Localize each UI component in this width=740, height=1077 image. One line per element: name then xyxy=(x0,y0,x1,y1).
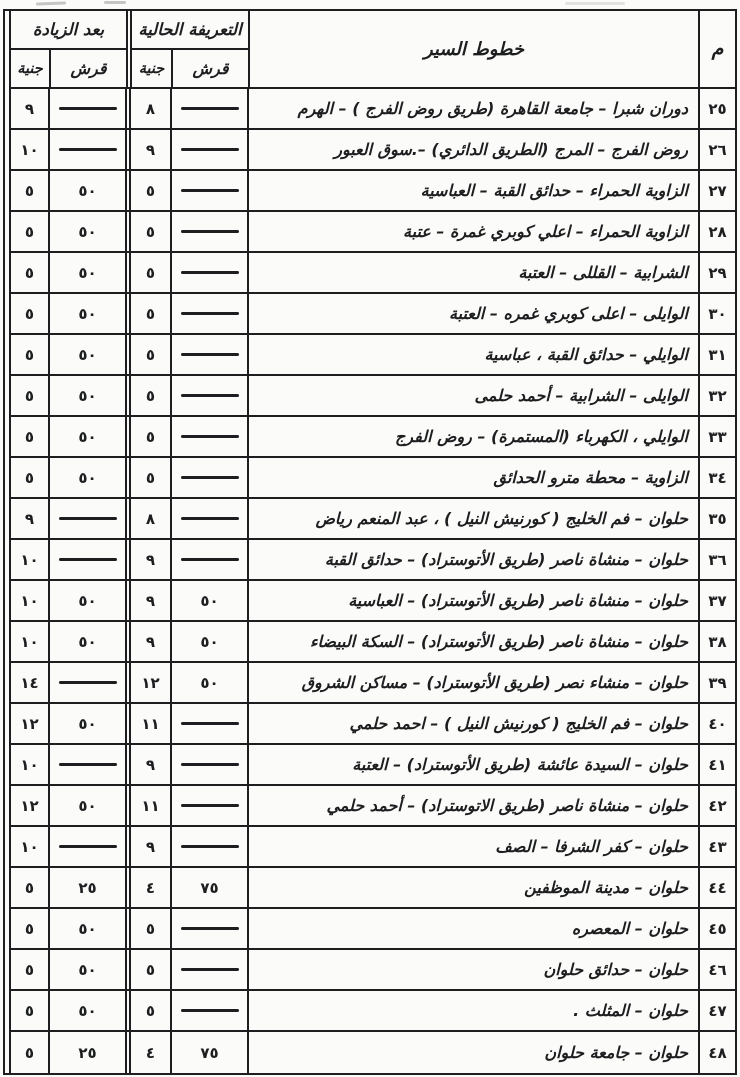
cell-after-piasters: ٢٥ xyxy=(48,868,125,907)
header-group-after-increase xyxy=(9,11,126,87)
cell-current-piasters: ٥٠ xyxy=(170,581,247,620)
dash-mark xyxy=(181,189,239,192)
table-row xyxy=(9,376,735,417)
cell-route-description: حلوان – حدائق حلوان xyxy=(247,950,698,989)
cell-after-pounds: ١٠ xyxy=(9,827,48,866)
cell-row-number: ٣٢ xyxy=(698,376,735,415)
cell-current-pounds: ٥ xyxy=(145,919,156,938)
cell-after-pounds: ٥ xyxy=(9,950,48,989)
table-half-divider xyxy=(125,417,131,456)
cell-after-piasters xyxy=(48,745,125,784)
cell-route-description: الشرابية – القللى – العتبة xyxy=(247,253,698,292)
dash-mark xyxy=(181,394,239,397)
header-current-tariff-title: التعريفة الحالية xyxy=(132,11,248,50)
table-row xyxy=(9,663,735,704)
cell-current-pounds: ١١ xyxy=(141,796,160,815)
dash-mark xyxy=(181,1009,239,1012)
table-half-divider xyxy=(125,253,131,292)
fare-table xyxy=(3,9,737,1075)
cell-current-pounds: ٩ xyxy=(145,837,156,856)
cell-route-description: الزاوية الحمراء – اعلي كوبري غمرة – عتبة xyxy=(247,212,698,251)
cell-row-number: ٢٨ xyxy=(698,212,735,251)
cell-row-number: ٣١ xyxy=(698,335,735,374)
cell-after-piasters: ٥٠ xyxy=(48,786,125,825)
cell-after-pounds: ١٠ xyxy=(9,622,48,661)
cell-route-description: حلوان – المثلث . xyxy=(247,991,698,1030)
cell-after-pounds: ١٠ xyxy=(9,745,48,784)
table-row xyxy=(9,540,735,581)
cell-current-piasters xyxy=(170,991,247,1030)
header-after-piasters: قرش xyxy=(49,50,126,87)
cell-current-pounds: ٩ xyxy=(145,755,156,774)
dash-mark xyxy=(181,763,239,766)
cell-current-piasters xyxy=(170,458,247,497)
table-row xyxy=(9,909,735,950)
header-after-increase-title: بعد الزيادة xyxy=(11,11,126,50)
cell-after-piasters xyxy=(48,130,125,169)
cell-current-piasters xyxy=(170,950,247,989)
cell-row-number: ٣٩ xyxy=(698,663,735,702)
cell-route-description: حلوان – فم الخليج ( كورنيش النيل ) – احمد حلمي xyxy=(247,704,698,743)
cell-current-pounds: ٤ xyxy=(145,1043,156,1062)
dash-mark xyxy=(59,148,117,151)
cell-after-pounds: ١٠ xyxy=(9,581,48,620)
table-row xyxy=(9,581,735,622)
cell-row-number: ٢٧ xyxy=(698,171,735,210)
cell-route-description: حلوان – كفر الشرفا – الصف xyxy=(247,827,698,866)
dash-mark xyxy=(59,558,117,561)
header-current-subrow xyxy=(132,50,248,87)
table-half-divider xyxy=(125,458,131,497)
cell-current-piasters: ٥٠ xyxy=(170,622,247,661)
table-half-divider xyxy=(125,991,131,1030)
cell-current-pounds: ١٢ xyxy=(141,673,160,692)
header-current-piasters: قرش xyxy=(171,50,248,87)
cell-after-pounds: ٥ xyxy=(9,212,48,251)
cell-route-description: حلوان – المعصره xyxy=(247,909,698,948)
table-row xyxy=(9,704,735,745)
header-serial: م xyxy=(698,11,735,87)
dash-mark xyxy=(59,763,117,766)
cell-row-number: ٤٤ xyxy=(698,868,735,907)
table-half-divider xyxy=(125,1032,131,1073)
cell-row-number: ٣٠ xyxy=(698,294,735,333)
cell-after-piasters: ٥٠ xyxy=(48,581,125,620)
cell-after-piasters: ٥٠ xyxy=(48,622,125,661)
cell-current-pounds: ٩ xyxy=(145,140,156,159)
cell-after-piasters: ٥٠ xyxy=(48,417,125,456)
cell-after-piasters: ٥٠ xyxy=(48,950,125,989)
cell-current-piasters xyxy=(170,827,247,866)
cell-after-pounds: ٩ xyxy=(9,499,48,538)
cell-current-pounds: ٥ xyxy=(145,181,156,200)
cell-after-pounds: ٥ xyxy=(9,253,48,292)
cell-after-pounds: ٥ xyxy=(9,1032,48,1073)
table-half-divider xyxy=(125,540,131,579)
cell-route-description: حلوان – منشاة ناصر (طريق الأتوستراد) – حدائق القبة xyxy=(247,540,698,579)
cell-after-pounds: ٥ xyxy=(9,991,48,1030)
dash-mark xyxy=(181,517,239,520)
cell-current-piasters: ٥٠ xyxy=(170,663,247,702)
table-half-divider xyxy=(125,622,131,661)
cell-current-piasters xyxy=(170,89,247,128)
dash-mark xyxy=(59,517,117,520)
cell-current-pounds: ٥ xyxy=(145,304,156,323)
table-row xyxy=(9,253,735,294)
dash-mark xyxy=(181,107,239,110)
scan-artifact xyxy=(104,1,126,4)
cell-current-pounds: ٥ xyxy=(145,468,156,487)
table-row xyxy=(9,950,735,991)
table-row xyxy=(9,171,735,212)
table-half-divider xyxy=(126,11,132,87)
cell-row-number: ٣٥ xyxy=(698,499,735,538)
cell-route-description: حلوان – السيدة عائشة (طريق الأتوستراد) – العتبة xyxy=(247,745,698,784)
cell-after-piasters: ٥٠ xyxy=(48,991,125,1030)
table-row xyxy=(9,745,735,786)
cell-after-pounds: ٥ xyxy=(9,458,48,497)
cell-current-piasters xyxy=(170,909,247,948)
table-row xyxy=(9,130,735,171)
dash-mark xyxy=(181,435,239,438)
cell-current-pounds: ٥ xyxy=(145,386,156,405)
cell-current-pounds: ٥ xyxy=(145,263,156,282)
cell-current-piasters xyxy=(170,171,247,210)
dash-mark xyxy=(181,968,239,971)
cell-current-pounds: ٥ xyxy=(145,427,156,446)
dash-mark xyxy=(181,927,239,930)
table-half-divider xyxy=(125,745,131,784)
table-row xyxy=(9,417,735,458)
dash-mark xyxy=(59,681,117,684)
cell-after-piasters: ٥٠ xyxy=(48,909,125,948)
table-half-divider xyxy=(125,868,131,907)
table-half-divider xyxy=(125,130,131,169)
table-half-divider xyxy=(125,909,131,948)
cell-after-pounds: ٥ xyxy=(9,868,48,907)
cell-after-piasters: ٥٠ xyxy=(48,171,125,210)
dash-mark xyxy=(181,804,239,807)
cell-route-description: حلوان – منشاة ناصر (طريق الاتوستراد) – أحمد حلمي xyxy=(247,786,698,825)
cell-current-piasters xyxy=(170,130,247,169)
cell-route-description: حلوان – فم الخليج ( كورنيش النيل ) ، عبد المنعم رياض xyxy=(247,499,698,538)
cell-after-pounds: ١٢ xyxy=(9,786,48,825)
cell-after-piasters: ٥٠ xyxy=(48,253,125,292)
cell-current-pounds: ٥ xyxy=(145,1001,156,1020)
dash-mark xyxy=(59,107,117,110)
cell-route-description: حلوان – منشاء نصر (طريق الأتوستراد) – مساكن الشروق xyxy=(247,663,698,702)
cell-route-description: الوايلي ، الكهرباء (المستمرة) – روض الفرج xyxy=(247,417,698,456)
cell-current-piasters: ٧٥ xyxy=(170,868,247,907)
table-row xyxy=(9,335,735,376)
cell-after-pounds: ٥ xyxy=(9,294,48,333)
cell-current-piasters xyxy=(170,294,247,333)
cell-after-pounds: ٥ xyxy=(9,909,48,948)
cell-current-piasters xyxy=(170,499,247,538)
table-half-divider xyxy=(125,581,131,620)
table-half-divider xyxy=(125,376,131,415)
table-row xyxy=(9,622,735,663)
cell-route-description: الوايلي – حدائق القبة ، عباسية xyxy=(247,335,698,374)
cell-current-pounds: ٥ xyxy=(145,222,156,241)
table-row xyxy=(9,212,735,253)
cell-after-pounds: ١٢ xyxy=(9,704,48,743)
cell-after-piasters xyxy=(48,89,125,128)
dash-mark xyxy=(181,558,239,561)
cell-current-piasters xyxy=(170,253,247,292)
cell-route-description: الزاوية – محطة مترو الحدائق xyxy=(247,458,698,497)
cell-route-description: الوايلى – اعلى كوبري غمره – العتبة xyxy=(247,294,698,333)
table-body xyxy=(9,89,735,1073)
dash-mark xyxy=(181,230,239,233)
table-header-row xyxy=(9,11,735,89)
cell-row-number: ٤٧ xyxy=(698,991,735,1030)
cell-row-number: ٣٤ xyxy=(698,458,735,497)
cell-row-number: ٣٣ xyxy=(698,417,735,456)
header-current-pounds: جنية xyxy=(138,60,165,77)
cell-route-description: الزاوية الحمراء – حدائق القبة – العباسية xyxy=(247,171,698,210)
cell-current-piasters xyxy=(170,376,247,415)
cell-after-piasters xyxy=(48,663,125,702)
cell-after-piasters xyxy=(48,540,125,579)
cell-after-piasters: ٥٠ xyxy=(48,458,125,497)
dash-mark xyxy=(181,476,239,479)
cell-row-number: ٤٢ xyxy=(698,786,735,825)
table-row xyxy=(9,868,735,909)
dash-mark xyxy=(181,722,239,725)
table-row xyxy=(9,991,735,1032)
cell-row-number: ٤٨ xyxy=(698,1032,735,1073)
cell-after-pounds: ٥ xyxy=(9,171,48,210)
cell-row-number: ٢٥ xyxy=(698,89,735,128)
cell-current-pounds: ١١ xyxy=(141,714,160,733)
table-row xyxy=(9,786,735,827)
cell-after-piasters: ٥٠ xyxy=(48,376,125,415)
scan-artifact xyxy=(565,2,625,5)
cell-route-description: حلوان – مدينة الموظفين xyxy=(247,868,698,907)
cell-after-piasters: ٢٥ xyxy=(48,1032,125,1073)
table-half-divider xyxy=(125,294,131,333)
cell-current-pounds: ٥ xyxy=(145,960,156,979)
cell-current-piasters xyxy=(170,786,247,825)
header-after-pounds: جنية xyxy=(17,60,43,77)
cell-after-piasters: ٥٠ xyxy=(48,335,125,374)
dash-mark xyxy=(181,353,239,356)
table-half-divider xyxy=(125,786,131,825)
cell-after-pounds: ١٤ xyxy=(9,663,48,702)
cell-after-piasters xyxy=(48,499,125,538)
cell-after-pounds: ١٠ xyxy=(9,540,48,579)
dash-mark xyxy=(181,845,239,848)
table-half-divider xyxy=(125,950,131,989)
cell-current-pounds: ٨ xyxy=(145,99,156,118)
scan-artifact xyxy=(36,1,66,5)
cell-row-number: ٤٦ xyxy=(698,950,735,989)
table-half-divider xyxy=(125,827,131,866)
cell-after-piasters: ٥٠ xyxy=(48,704,125,743)
header-group-current-tariff xyxy=(132,11,248,87)
table-row xyxy=(9,294,735,335)
cell-current-pounds: ٤ xyxy=(145,878,156,897)
dash-mark xyxy=(181,148,239,151)
cell-current-piasters: ٧٥ xyxy=(170,1032,247,1073)
table-row xyxy=(9,499,735,540)
cell-after-pounds: ٥ xyxy=(9,417,48,456)
cell-row-number: ٤٠ xyxy=(698,704,735,743)
cell-current-pounds: ٩ xyxy=(145,550,156,569)
cell-after-piasters xyxy=(48,827,125,866)
cell-row-number: ٣٦ xyxy=(698,540,735,579)
table-row xyxy=(9,827,735,868)
cell-after-pounds: ١٠ xyxy=(9,130,48,169)
cell-current-pounds: ٨ xyxy=(145,509,156,528)
dash-mark xyxy=(181,271,239,274)
dash-mark xyxy=(59,845,117,848)
header-after-subrow xyxy=(11,50,126,87)
cell-current-pounds: ٥ xyxy=(145,345,156,364)
cell-route-description: دوران شبرا – جامعة القاهرة (طريق روض الفرج ) – الهرم xyxy=(247,89,698,128)
table-half-divider xyxy=(125,704,131,743)
table-half-divider xyxy=(125,212,131,251)
cell-row-number: ٣٧ xyxy=(698,581,735,620)
cell-after-pounds: ٩ xyxy=(9,89,48,128)
cell-route-description: روض الفرج – المرج (الطريق الدائري) –.سوق العبور xyxy=(247,130,698,169)
cell-current-piasters xyxy=(170,704,247,743)
cell-after-pounds: ٥ xyxy=(9,376,48,415)
table-row xyxy=(9,458,735,499)
cell-row-number: ٢٦ xyxy=(698,130,735,169)
cell-route-description: حلوان – منشاة ناصر (طريق الأتوستراد) – العباسية xyxy=(247,581,698,620)
cell-row-number: ٣٨ xyxy=(698,622,735,661)
table-half-divider xyxy=(125,335,131,374)
cell-after-piasters: ٥٠ xyxy=(48,294,125,333)
cell-row-number: ٤٣ xyxy=(698,827,735,866)
dash-mark xyxy=(181,312,239,315)
cell-after-pounds: ٥ xyxy=(9,335,48,374)
cell-current-piasters xyxy=(170,417,247,456)
cell-current-piasters xyxy=(170,212,247,251)
cell-current-pounds: ٩ xyxy=(145,591,156,610)
cell-row-number: ٢٩ xyxy=(698,253,735,292)
table-row xyxy=(9,1032,735,1073)
cell-row-number: ٤٥ xyxy=(698,909,735,948)
table-half-divider xyxy=(125,171,131,210)
cell-route-description: الوايلى – الشرابية – أحمد حلمى xyxy=(247,376,698,415)
table-row xyxy=(9,89,735,130)
cell-current-piasters xyxy=(170,540,247,579)
header-routes: خطوط السير xyxy=(248,11,698,87)
table-half-divider xyxy=(125,663,131,702)
table-half-divider xyxy=(125,499,131,538)
cell-row-number: ٤١ xyxy=(698,745,735,784)
cell-current-piasters xyxy=(170,335,247,374)
cell-route-description: حلوان – جامعة حلوان xyxy=(247,1032,698,1073)
cell-current-pounds: ٩ xyxy=(145,632,156,651)
cell-route-description: حلوان – منشاة ناصر (طريق الأتوستراد) – السكة البيضاء xyxy=(247,622,698,661)
table-half-divider xyxy=(125,89,131,128)
cell-after-piasters: ٥٠ xyxy=(48,212,125,251)
cell-current-piasters xyxy=(170,745,247,784)
